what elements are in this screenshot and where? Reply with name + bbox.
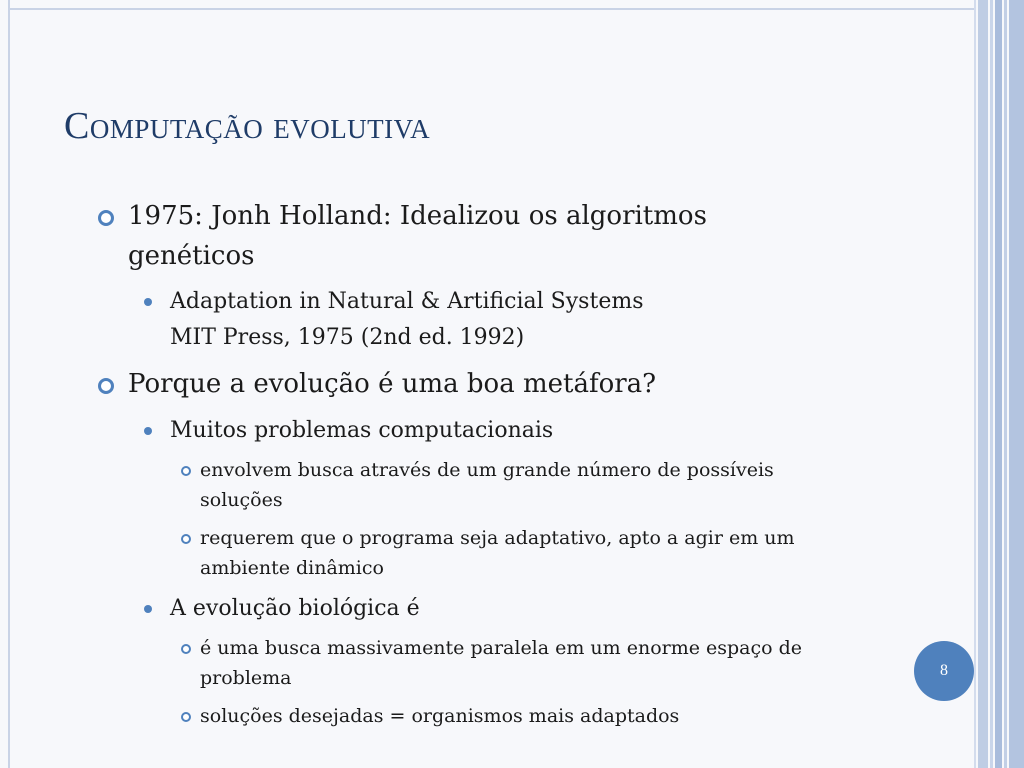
page-number: 8 [940, 662, 948, 679]
bullet-1-line-2: genéticos [128, 241, 255, 271]
frame-line-top [8, 8, 976, 10]
bullet-1-line-1: 1975: Jonh Holland: Idealizou os algoritmos [128, 201, 707, 231]
bullet-2-sub-2-item-1-line-1: é uma busca massivamente paralela em um enorme espaço de [200, 637, 803, 659]
small-ring-bullet-icon [181, 466, 191, 476]
dot-bullet-icon [144, 298, 152, 306]
bullet-1-sub-1-line-2: MIT Press, 1975 (2nd ed. 1992) [170, 325, 525, 350]
bullet-2-sub-1-text: Muitos problemas computacionais [170, 418, 554, 443]
stripe [1004, 0, 1007, 768]
decorative-stripes [974, 0, 1024, 768]
bullet-2-text: Porque a evolução é uma boa metáfora? [128, 369, 657, 399]
bullet-2-sub-1-item-2-line-1: requerem que o programa seja adaptativo, apto a agir em um [200, 527, 795, 549]
stripe [978, 0, 988, 768]
stripe [990, 0, 993, 768]
bullet-2-sub-2-item-2-text: soluções desejadas = organismos mais adaptados [200, 705, 680, 727]
bullet-2-sub-1-item-1-line-2: soluções [200, 489, 283, 511]
bullet-1-sub-1-line-1: Adaptation in Natural & Artificial Systems [170, 289, 644, 314]
slide-title: Computação evolutiva [64, 105, 431, 147]
dot-bullet-icon [144, 605, 152, 613]
dot-bullet-icon [144, 427, 152, 435]
bullet-2-sub-2-item-1-line-2: problema [200, 667, 292, 689]
page-number-badge [914, 641, 974, 701]
frame-line-left [8, 0, 10, 768]
stripe [974, 0, 976, 768]
ring-bullet-icon [98, 378, 114, 394]
stripe [1009, 0, 1024, 768]
bullet-2-sub-1-item-1-line-1: envolvem busca através de um grande número de possíveis [200, 459, 774, 481]
small-ring-bullet-icon [181, 644, 191, 654]
small-ring-bullet-icon [181, 534, 191, 544]
ring-bullet-icon [98, 210, 114, 226]
small-ring-bullet-icon [181, 712, 191, 722]
stripe [995, 0, 1002, 768]
bullet-2-sub-1-item-2-line-2: ambiente dinâmico [200, 557, 384, 579]
bullet-2-sub-2-text: A evolução biológica é [170, 596, 420, 621]
